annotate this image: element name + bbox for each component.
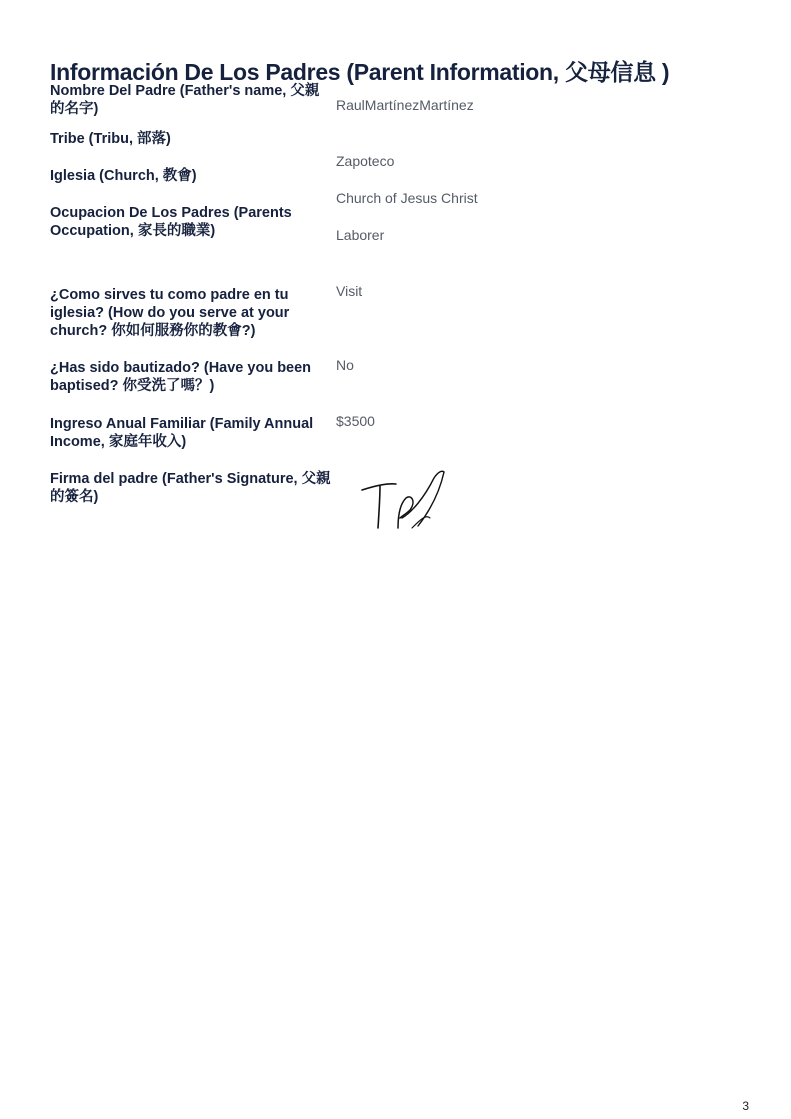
- church-value: Church of Jesus Christ: [336, 190, 478, 206]
- church-service-label: ¿Como sirves tu como padre en tu iglesia? (How do you serve at your church? 你如何服務你的教會?): [50, 287, 290, 339]
- father-name-label: Nombre Del Padre (Father's name, 父親的名字): [50, 83, 320, 117]
- family-income-label: Ingreso Anual Familiar (Family Annual Income, 家庭年收入): [50, 416, 314, 450]
- father-name-value: RaulMartínezMartínez: [336, 97, 474, 113]
- father-signature-image: [356, 468, 456, 530]
- church-service-value: Visit: [336, 283, 363, 299]
- page-title: Información De Los Padres (Parent Information, 父母信息 ): [50, 59, 670, 85]
- tribe-value: Zapoteco: [336, 153, 395, 169]
- baptised-label: ¿Has sido bautizado? (Have you been baptised? 你受洗了嗎？): [50, 360, 312, 394]
- occupation-value: Laborer: [336, 227, 385, 243]
- father-signature-label: Firma del padre (Father's Signature, 父親的簽名): [50, 471, 331, 505]
- occupation-label: Ocupacion De Los Padres (Parents Occupation, 家長的職業): [50, 205, 292, 239]
- family-income-value: $3500: [336, 413, 375, 429]
- baptised-value: No: [336, 357, 354, 373]
- page-number: 3: [742, 1099, 749, 1113]
- church-label: Iglesia (Church, 教會): [50, 168, 197, 184]
- tribe-label: Tribe (Tribu, 部落): [50, 131, 171, 147]
